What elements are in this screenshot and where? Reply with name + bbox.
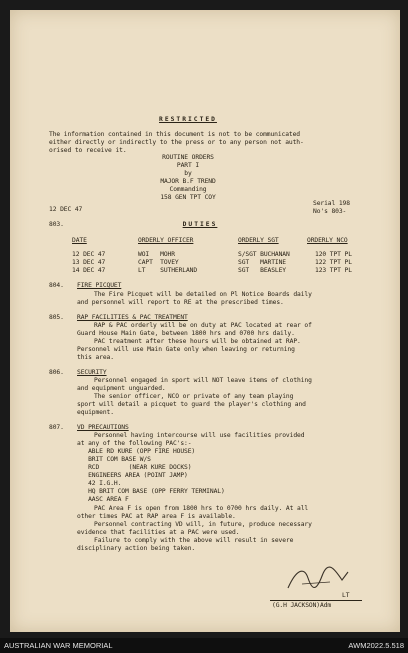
body-line: and equipment unguarded. <box>77 385 166 392</box>
archive-name: AUSTRALIAN WAR MEMORIAL <box>4 641 113 650</box>
duty-cell: 120 TPT PL <box>315 251 352 258</box>
archive-footer <box>0 638 408 653</box>
pac-location: ABLE RD KURE (OPP FIRE HOUSE) <box>77 448 196 455</box>
section-number: 806. <box>49 369 64 376</box>
order-numbers: No's 803- <box>313 208 347 215</box>
column-header: DATE <box>72 237 87 244</box>
pac-location: BRIT COM BASE W/S <box>77 456 151 463</box>
body-line: The senior officer, NCO or private of any team playing <box>94 393 294 400</box>
section-heading: VD PRECAUTIONS <box>77 424 129 431</box>
body-line: Failure to comply with the above will result in severe <box>94 537 294 544</box>
body-line: equipment. <box>77 409 114 416</box>
body-line: other times PAC at RAP area F is available. <box>77 513 236 520</box>
classification-heading: RESTRICTED <box>159 116 217 123</box>
duty-cell: 122 TPT PL <box>315 259 352 266</box>
body-line: at any of the following PAC's:- <box>77 440 192 447</box>
section-heading: FIRE PICQUET <box>77 282 122 289</box>
pac-location: RCD (NEAR KURE DOCKS) <box>77 464 192 471</box>
pac-location: AASC AREA F <box>77 496 129 503</box>
body-line: RAP & PAC orderly will be on duty at PAC located at rear of <box>94 322 312 329</box>
body-line: disciplinary action being taken. <box>77 545 196 552</box>
column-header: ORDERLY OFFICER <box>138 237 194 244</box>
duty-cell: WOI MOHR <box>138 251 175 258</box>
section-heading: RAP FACILITIES & PAC TREATMENT <box>77 314 188 321</box>
duty-cell: 14 DEC 47 <box>72 267 106 274</box>
body-line: evidence that facilities at a PAC were used. <box>77 529 240 536</box>
body-line: Guard House Main Gate, between 1800 hrs and 0700 hrs daily. <box>77 330 295 337</box>
pac-location: HQ BRIT COM BASE (OPP FERRY TERMINAL) <box>77 488 225 495</box>
body-line: sport will detail a picquet to guard the player's clothing and <box>77 401 306 408</box>
signatory-name: (G.H JACKSON)Adm <box>272 602 332 609</box>
archive-reference: AWM2022.5.518 <box>348 641 404 650</box>
orders-by: by <box>184 170 192 177</box>
column-header: ORDERLY SGT <box>238 237 279 244</box>
signature-line <box>270 600 362 601</box>
body-line: PAC treatment after these hours will be obtained at RAP. <box>94 338 301 345</box>
notice-line: either directly or indirectly to the press or to any person not auth- <box>49 139 304 146</box>
body-line: Personnel engaged in sport will NOT leave items of clothing <box>94 377 312 384</box>
body-line: and personnel will report to RE at the prescribed times. <box>77 299 284 306</box>
section-number: 805. <box>49 314 64 321</box>
duty-cell: SGT MARTINE <box>238 259 286 266</box>
section-heading: DUTIES <box>182 221 218 228</box>
body-line: Personnel having intercourse will use facilities provided <box>94 432 305 439</box>
order-date: 12 DEC 47 <box>49 206 83 213</box>
section-number: 804. <box>49 282 64 289</box>
pac-location: 42 I.G.H. <box>77 480 122 487</box>
commander-name: MAJOR B.F TREND <box>160 178 216 185</box>
orders-title: ROUTINE ORDERS <box>162 154 214 161</box>
unit-name: 158 GEN TPT COY <box>160 194 216 201</box>
duty-cell: LT SUTHERLAND <box>138 267 198 274</box>
section-number: 807. <box>49 424 64 431</box>
orders-part: PART I <box>176 162 200 169</box>
duty-cell: 12 DEC 47 <box>72 251 106 258</box>
duty-cell: 13 DEC 47 <box>72 259 106 266</box>
handwritten-signature <box>282 562 352 596</box>
body-line: Personnel contracting VD will, in future, produce necessary <box>94 521 312 528</box>
body-line: this area. <box>77 354 114 361</box>
commanding-label: Commanding <box>169 186 207 193</box>
section-heading: SECURITY <box>77 369 107 376</box>
notice-line: orised to receive it. <box>49 147 127 154</box>
duty-cell: S/SGT BUCHANAN <box>238 251 290 258</box>
column-header: ORDERLY NCO <box>307 237 348 244</box>
signatory-rank: LT <box>342 592 350 599</box>
body-line: Personnel will use Main Gate only when leaving or returning <box>77 346 295 353</box>
body-line: PAC Area F is open from 1800 hrs to 0700 hrs daily. At all <box>94 505 309 512</box>
document-page <box>10 10 400 632</box>
serial-number: Serial 198 <box>313 200 350 207</box>
body-line: The Fire Picquet will be detailed on Pl Notice Boards daily <box>94 291 312 298</box>
notice-line: The information contained in this document is not to be communicated <box>49 131 300 138</box>
pac-location: ENGINEERS AREA (POINT JAMP) <box>77 472 188 479</box>
section-number: 803. <box>49 221 64 228</box>
duty-cell: CAPT TOVEY <box>138 259 179 266</box>
duty-cell: 123 TPT PL <box>315 267 352 274</box>
duty-cell: SGT BEASLEY <box>238 267 286 274</box>
